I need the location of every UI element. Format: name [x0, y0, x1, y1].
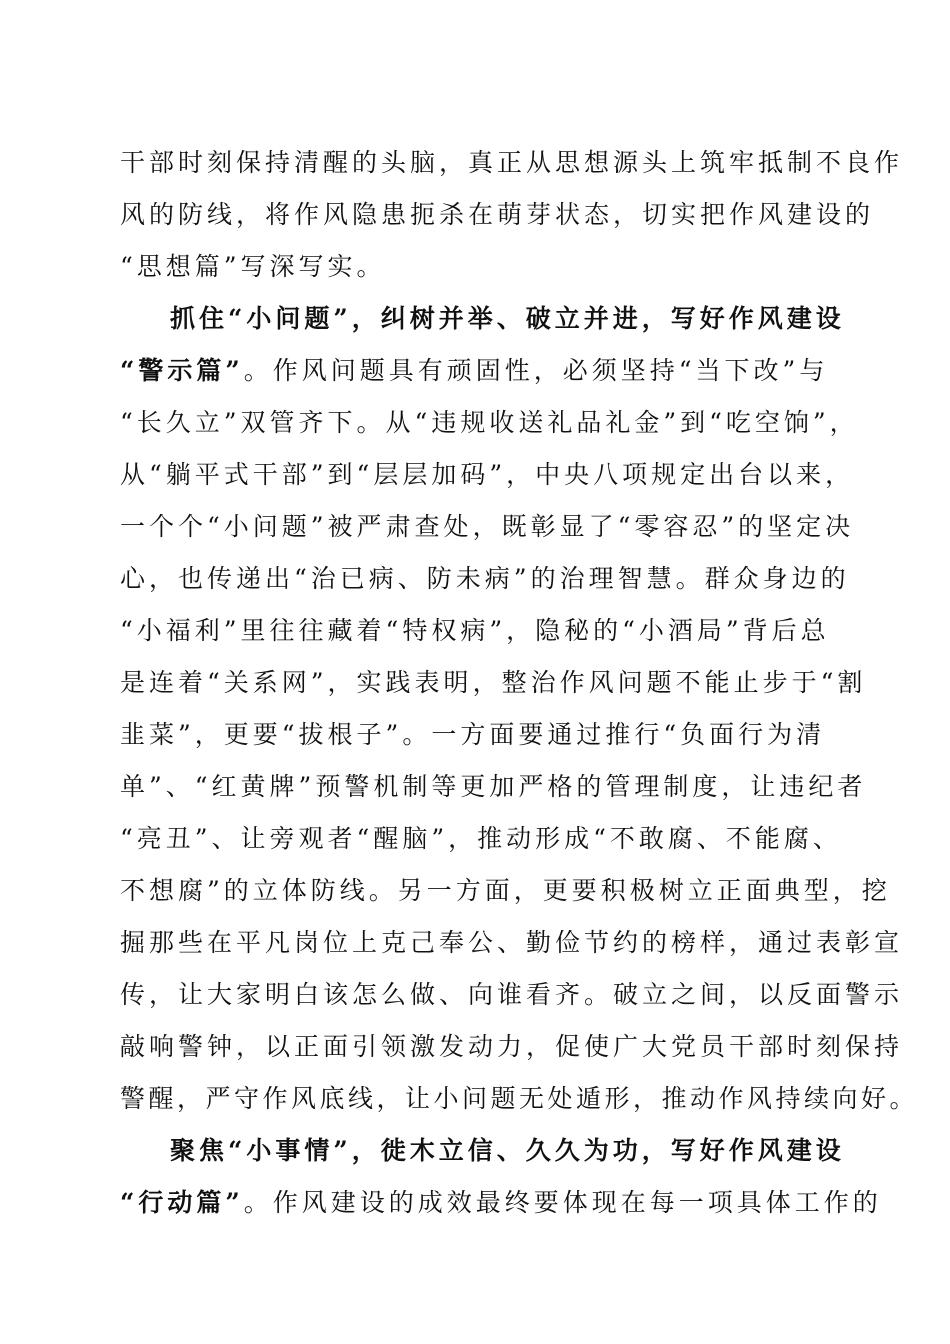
text-line [120, 1187, 882, 1219]
text-line: “亮丑”、让旁观者“醒脑”，推动形成“不敢腐、不能腐、 [120, 824, 842, 853]
text-line: 干部时刻保持清醒的头脑，真正从思想源头上筑牢抵制不良作 [120, 148, 904, 177]
section-heading-continuation: “行动篇” [120, 1188, 244, 1217]
text-line [120, 355, 828, 387]
text-line: 一个个“小问题”被严肃查处，既彰显了“零容忍”的坚定决 [120, 512, 855, 541]
text-line: 单”、“红黄牌”预警机制等更加严格的管理制度，让违纪者 [120, 772, 867, 801]
text-line: 敲响警钟，以正面引领激发动力，促使广大党员干部时刻保持 [120, 1032, 904, 1061]
text-line: “小福利”里往往藏着“特权病”，隐秘的“小酒局”背后总 [120, 616, 830, 645]
section-heading: 抓住“小问题”，纠树并举、破立并进，写好作风建设 [170, 304, 845, 333]
section-heading: 聚焦“小事情”，徙木立信、久久为功，写好作风建设 [170, 1136, 845, 1165]
text-line: 韭菜”，更要“拔根子”。一方面要通过推行“负面行为清 [120, 720, 826, 749]
text-line: 掘那些在平凡岗位上克己奉公、勤俭节约的榜样，通过表彰宣 [120, 928, 904, 957]
text-span: 。作风问题具有顽固性，必须坚持“当下改”与 [243, 356, 829, 385]
text-line: 是连着“关系网”，实践表明，整治作风问题不能止步于“割 [120, 668, 867, 697]
text-line: 风的防线，将作风隐患扼杀在萌芽状态，切实把作风建设的 [120, 200, 875, 229]
text-line: 不想腐”的立体防线。另一方面，更要积极树立正面典型，挖 [120, 876, 891, 905]
text-line: 从“躺平式干部”到“层层加码”，中央八项规定出台以来， [120, 460, 855, 489]
text-line: 心，也传递出“治已病、防未病”的治理智慧。群众身边的 [120, 564, 850, 593]
text-line: “长久立”双管齐下。从“违规收送礼品礼金”到“吃空饷”， [120, 408, 859, 437]
text-line: 警醒，严守作风底线，让小问题无处遁形，推动作风持续向好。 [120, 1084, 919, 1113]
section-heading-continuation: “警示篇” [120, 356, 244, 385]
text-span: 。作风建设的成效最终要体现在每一项具体工作的 [243, 1188, 882, 1217]
text-line: “思想篇”写深写实。 [120, 252, 386, 281]
text-line: 传，让大家明白该怎么做、向谁看齐。破立之间，以反面警示 [120, 980, 904, 1009]
